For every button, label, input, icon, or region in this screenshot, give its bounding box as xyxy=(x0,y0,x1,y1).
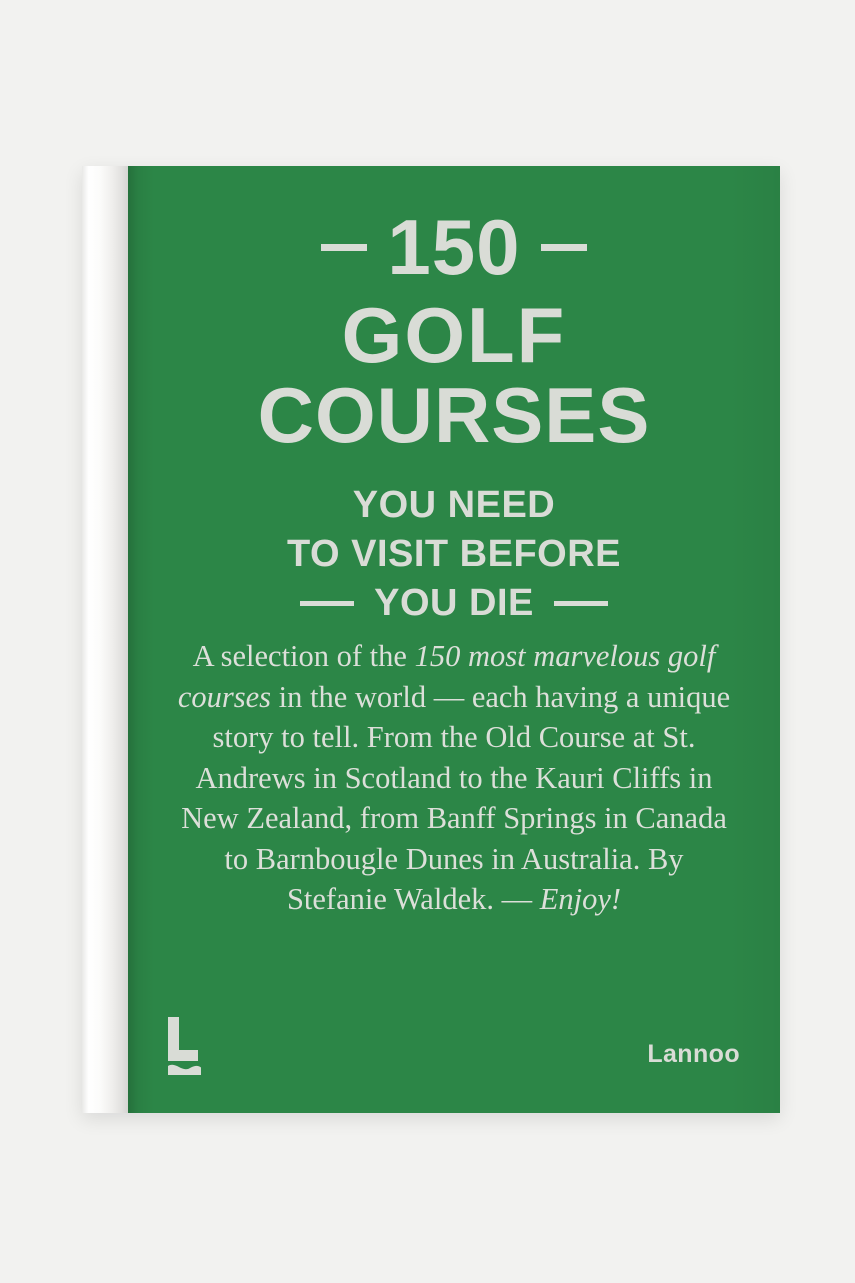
book-cover xyxy=(82,166,780,1113)
cover-blurb xyxy=(172,636,736,920)
subtitle-line-2: TO VISIT BEFORE xyxy=(286,532,622,575)
blurb-emphasis-2: Enjoy! xyxy=(539,882,622,917)
rule-small-right-icon xyxy=(554,601,608,606)
book-front-cover xyxy=(128,166,780,1113)
rule-small-left-icon xyxy=(300,601,354,606)
subtitle-line-3: YOU DIE xyxy=(374,582,534,625)
title-number-row xyxy=(128,203,780,291)
cover-title-block xyxy=(128,203,780,625)
lannoo-logo-icon xyxy=(166,1017,212,1075)
blurb-emphasis-1: 150 most marvelous golf courses xyxy=(177,639,716,714)
blurb-part-2: in the world — each having a unique story to tell. From the Old Course at St. Andrews in Scotland to the Kauri Cliffs in New Zealand, from Banff Springs in Canada to Barnbougle Dunes in Australia. By Stefanie Waldek. — xyxy=(181,679,731,917)
rule-right-icon xyxy=(541,244,587,251)
book-page-edges xyxy=(82,166,130,1113)
blurb-part-1: A selection of the xyxy=(192,639,415,673)
subtitle-line-3-row xyxy=(128,582,780,625)
title-line-2: COURSES xyxy=(257,370,651,459)
title-number: 150 xyxy=(387,203,521,291)
publisher-name: Lannoo xyxy=(647,1040,740,1068)
rule-left-icon xyxy=(321,244,367,251)
title-line-1: GOLF xyxy=(341,291,567,379)
subtitle-line-1: YOU NEED xyxy=(352,484,556,527)
